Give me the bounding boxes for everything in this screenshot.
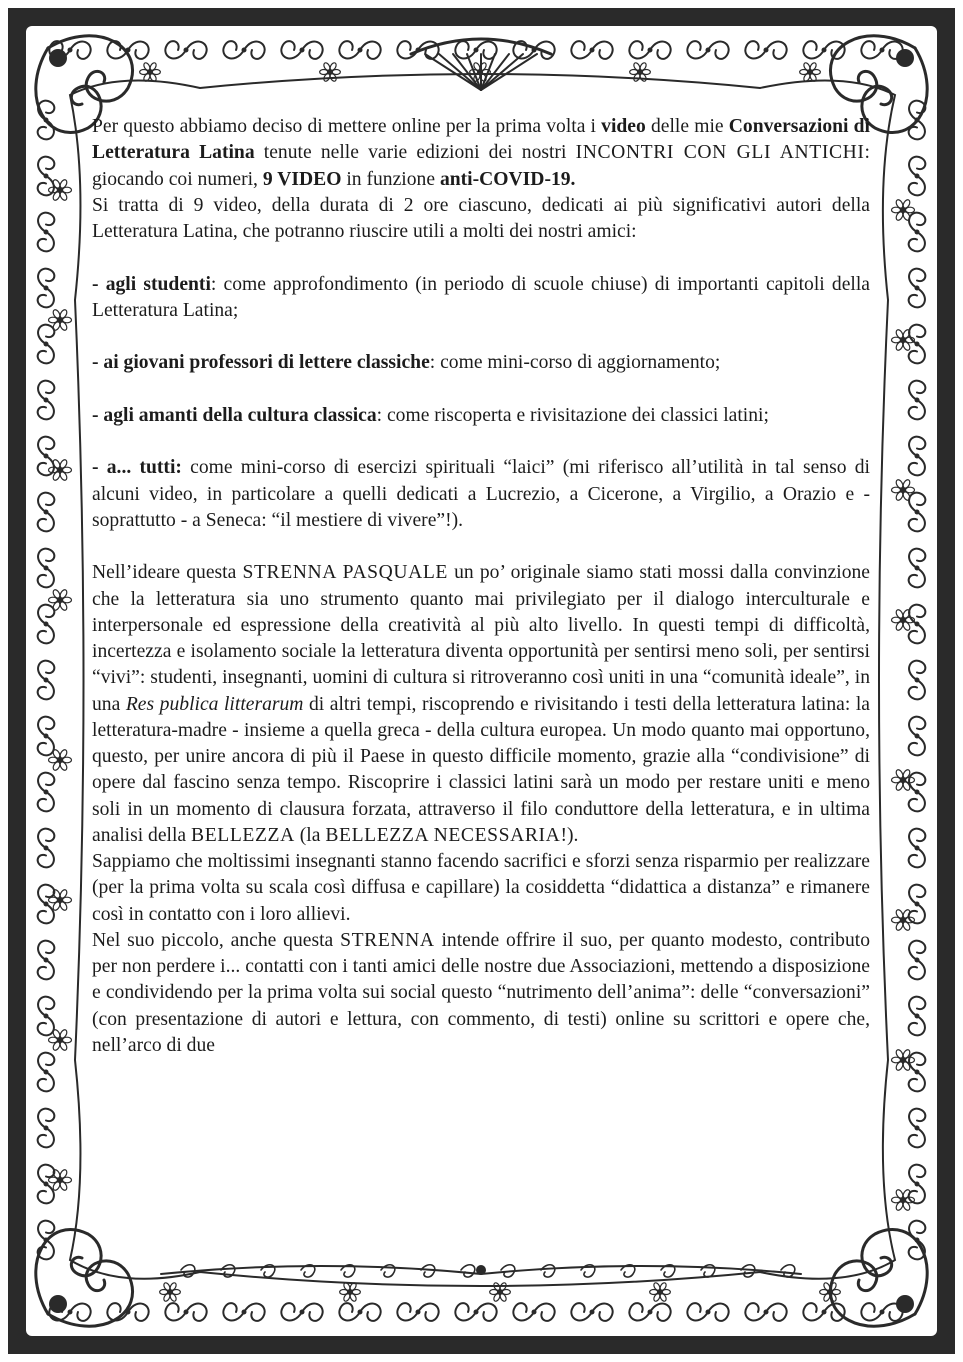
text-run: : come approfondimento (in periodo di scuole chiuse) di importanti capitoli della Letteratura Latina; (92, 273, 870, 321)
text-run: Per questo abbiamo deciso di mettere online per la prima volta i (92, 116, 602, 137)
everyone-item (92, 455, 870, 534)
text-run: tenute nelle varie edizioni dei nostri (254, 142, 576, 164)
text-run: 9 VIDEO (262, 168, 342, 190)
text-run: BELLEZZA NECESSARIA (325, 824, 561, 846)
text-run: Sappiamo che moltissimi insegnanti stanno facendo sacrifici e sforzi senza risparmio per realizzare (per la prima volta su scala così diffusa e capillare) la cosiddetta “didattica a distanza” e rimanere così in contatto con i loro allievi. (92, 851, 870, 925)
text-run: Nel suo piccolo, anche questa (92, 929, 341, 951)
strenna-paragraph (92, 560, 870, 849)
text-run: Res publica litterarum (125, 693, 304, 715)
text-run: di altri tempi, riscoprendo e rivisitando i testi della letteratura latina: la letteratura-madre - insieme a quella greca - della cultura europea. Un modo quanto mai opportuno, questo, per unire ancora di più il Paese in questo difficile momento, grazie alla “condivisione” di opere dal fascino senza tempo. Riscoprire i classici latini sarà un modo per restare uniti e meno soli in un momento di clausura forzata, attraverso il filo conduttore della letteratura, e in ultima analisi della (92, 693, 870, 846)
text-run: - agli amanti della cultura classica (92, 404, 377, 426)
text-run: STRENNA PASQUALE (242, 562, 448, 584)
text-run: (la (294, 824, 326, 846)
text-run: STRENNA (340, 929, 435, 951)
text-run: video (601, 116, 646, 137)
teachers-item (92, 350, 870, 376)
text-run: - agli studenti (92, 273, 211, 295)
letter-body (92, 114, 870, 1059)
culture-lovers-item (92, 403, 870, 429)
text-run: INCONTRI CON GLI ANTICHI (575, 142, 865, 164)
text-run: - a... tutti: (92, 457, 182, 479)
teachers-sacrifice-paragraph (92, 849, 870, 928)
text-run: BELLEZZA (191, 824, 295, 846)
text-run: intende offrire il suo, per quanto modesto, contributo per non perdere i... contatti con i tanti amici delle nostre due Associazioni, mettendo a disposizione e condividendo per la prima volta sui social questo “nutrimento dell’anima”: delle “conversazioni” (con presentazione di autori e lettura, con commento, di testi) online su scrittori e opere che, nell’arco di due (92, 929, 870, 1056)
text-run: Si tratta di 9 video, della durata di 2 ore ciascuno, dedicati ai più significativi autori della Letteratura Latina, che potranno riuscire utili a molti dei nostri amici: (92, 194, 870, 242)
text-run: : come riscoperta e rivisitazione dei classici latini; (376, 404, 769, 426)
text-run: delle mie (645, 116, 729, 137)
intro-paragraph (92, 114, 870, 193)
text-run: come mini-corso di esercizi spirituali “laici” (mi riferisco all’utilità in tal senso di alcuni video, in particolare a quelli dedicati a Lucrezio, a Cicerone, a Virgilio, a Orazio e - soprattutto - a Seneca: “il mestiere di vivere”!). (92, 457, 870, 531)
text-run: Nell’ideare questa (92, 562, 243, 584)
text-run: : come mini-corso di aggiornamento; (429, 352, 721, 374)
text-run: !). (560, 824, 579, 846)
video-description-paragraph (92, 193, 870, 246)
text-run: Conversazioni di Letteratura Latina (92, 116, 871, 164)
text-run: un po’ originale siamo stati mossi dalla convinzione che la letteratura sia uno strumento quanto mai privilegiato per il dialogo interculturale e interpersonale ed espressione della creatività al più alto livello. In questi tempi di difficoltà, incertezza e isolamento sociale la letteratura diventa opportunità per sentirsi meno soli, per sentirsi “vivi”: studenti, insegnanti, uomini di cultura si ritroveranno così uniti in una “comunità ideale”, in una (92, 562, 871, 715)
closing-paragraph (92, 928, 870, 1059)
text-run: - ai giovani professori di lettere classiche (92, 352, 430, 374)
text-run: in funzione (341, 168, 440, 190)
text-run: anti-COVID-19. (439, 168, 576, 190)
text-run: : giocando coi numeri, (92, 142, 870, 190)
students-item (92, 272, 870, 325)
